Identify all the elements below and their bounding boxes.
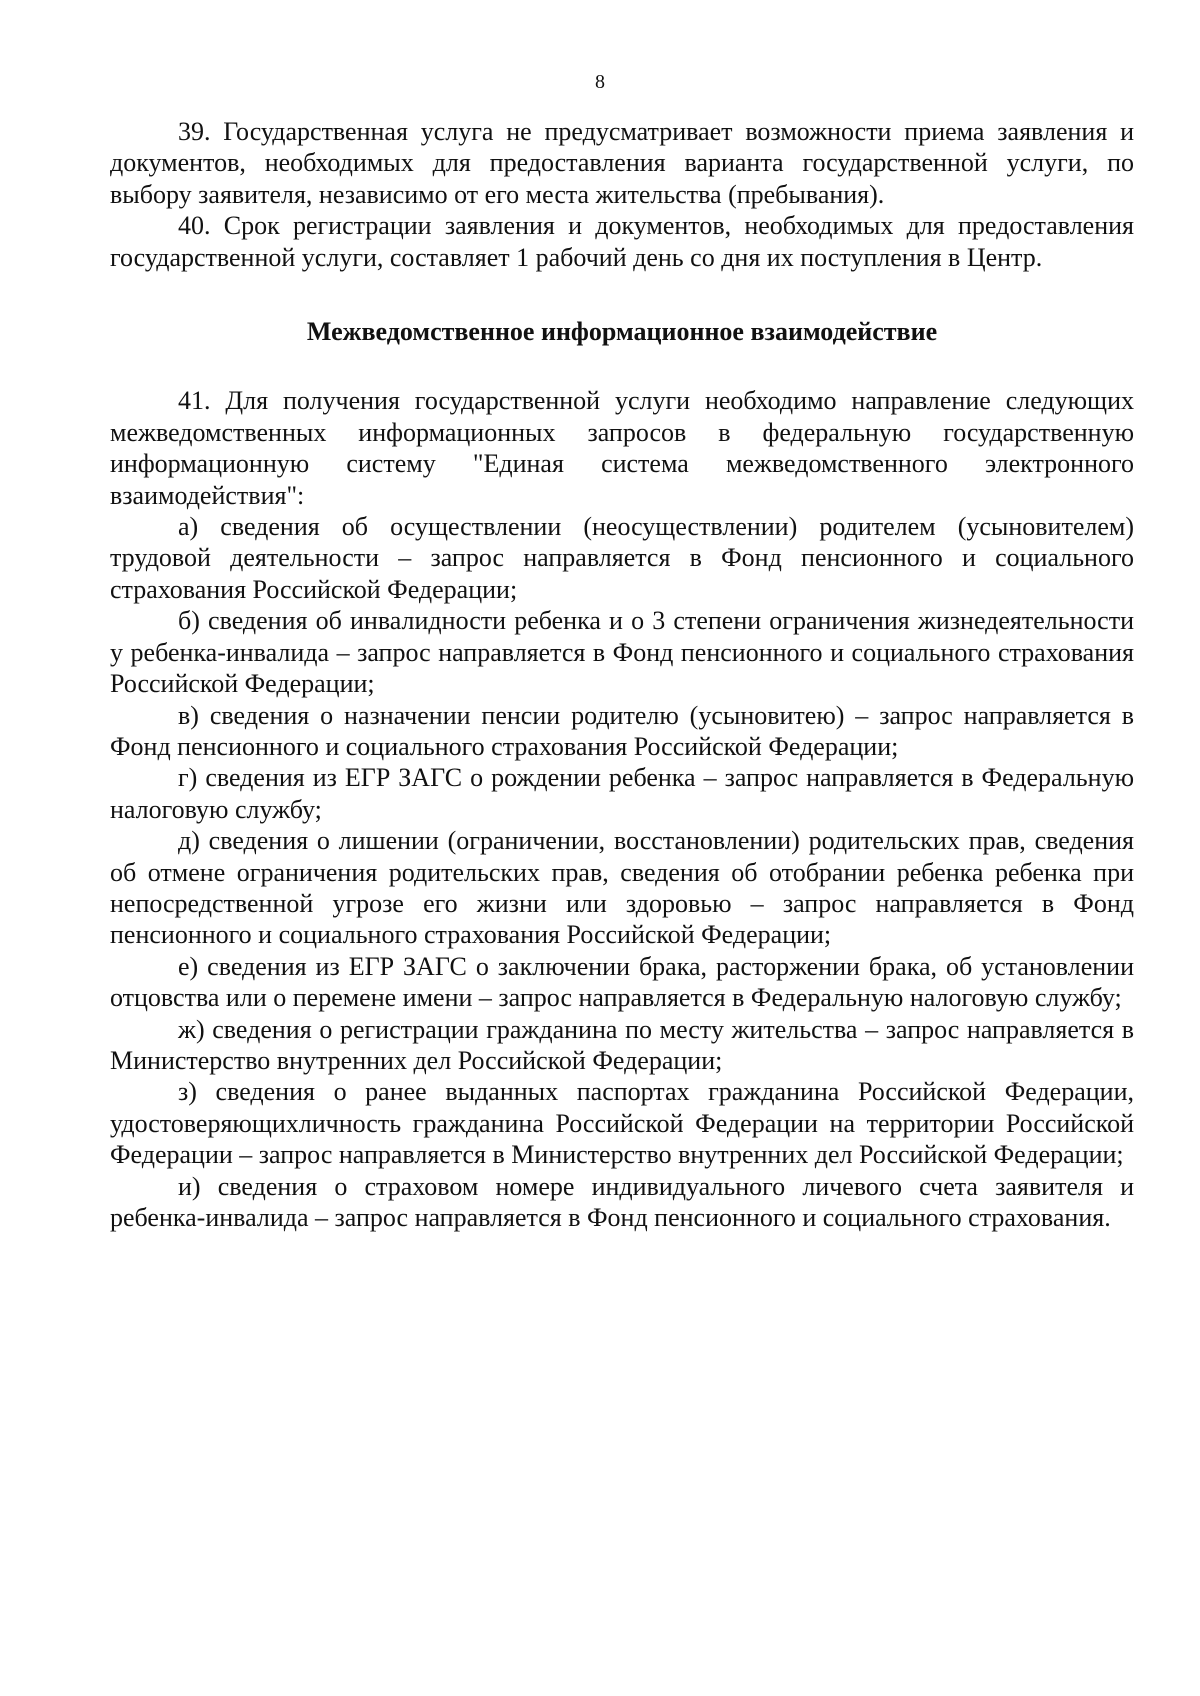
page-number: 8 [595, 71, 605, 93]
list-item-zh: ж) сведения о регистрации гражданина по месту жительства – запрос направляется в Министерство внутренних дел Российской Федерации; [110, 1014, 1134, 1075]
section-title: Межведомственное информационное взаимодействие [306, 317, 938, 347]
list-item-a: а) сведения об осуществлении (неосуществлении) родителем (усыновителем) трудовой деятельности – запрос направляется в Фонд пенсионного и социального страхования Российской Федерации; [110, 512, 1134, 604]
document-body [110, 116, 1134, 1233]
list-item-i: и) сведения о страховом номере индивидуального личевого счета заявителя и ребенка-инвалида – запрос направляется в Фонд пенсионного и социального страхования. [110, 1171, 1134, 1232]
paragraph-41: 41. Для получения государственной услуги необходимо направление следующих межведомственных информационных запросов в федеральную государственную информационную систему "Единая система межведомственного электронного взаимодействия": [110, 386, 1134, 510]
list-item-b: б) сведения об инвалидности ребенка и о 3 степени ограничения жизнедеятельности у ребенка-инвалида – запрос направляется в Фонд пенсионного и социального страхования Российской Федерации; [110, 606, 1134, 699]
paragraph-39: 39. Государственная услуга не предусматривает возможности приема заявления и документов, необходимых для предоставления варианта государственной услуги, по выбору заявителя, независимо от его места жительства (пребывания). [110, 117, 1134, 209]
list-item-z: з) сведения о ранее выданных паспортах гражданина Российской Федерации, удостоверяющихличность гражданина Российской Федерации на территории Российской Федерации – запрос направляется в Министерство внутренних дел Российской Федерации; [110, 1077, 1134, 1170]
list-item-v: в) сведения о назначении пенсии родителю (усыновитею) – запрос направляется в Фонд пенсионного и социального страхования Российской Федерации; [110, 700, 1134, 761]
list-item-g: г) сведения из ЕГР ЗАГС о рождении ребенка – запрос направляется в Федеральную налоговую службу; [110, 763, 1134, 824]
list-item-e: е) сведения из ЕГР ЗАГС о заключении брака, расторжении брака, об установлении отцовства или о перемене имени – запрос направляется в Федеральную налоговую службу; [110, 951, 1134, 1013]
paragraph-40: 40. Срок регистрации заявления и документов, необходимых для предоставления государственной услуги, составляет 1 рабочий день со дня их поступления в Центр. [110, 211, 1134, 272]
list-item-d: д) сведения о лишении (ограничении, восстановлении) родительских прав, сведения об отмене ограничения родительских прав, сведения об отобрании ребенка ребенка при непосредственной угрозе его жизни или здоровью – запрос направляется в Фонд пенсионного и социального страхования Российской Федерации; [110, 826, 1134, 950]
